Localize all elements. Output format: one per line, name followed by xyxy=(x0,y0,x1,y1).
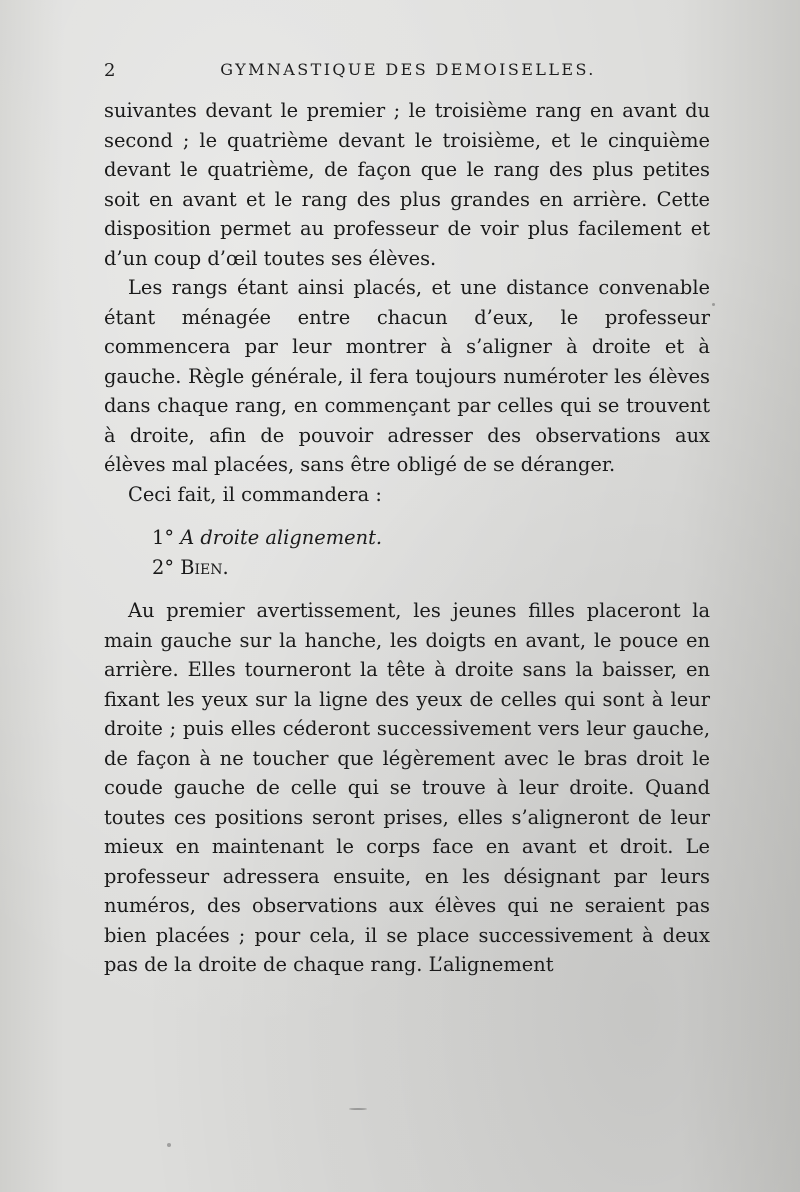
body-text xyxy=(104,96,710,980)
paragraph-4: Au premier avertissement, les jeunes filles placeront la main gauche sur la hanche, les doigts en avant, le pouce en arrière. Elles tourneront la tête à droite sans la baisser, en fixant les yeux sur la ligne des yeux de celles qui sont à leur droite ; puis elles céderont successivement vers leur gauche, de façon à ne toucher que légèrement avec le bras droit le coude gauche de celle qui se trouve à leur droite. Quand toutes ces positions seront prises, elles s’aligneront de leur mieux en maintenant le corps face en avant et droit. Le professeur adressera ensuite, en les désignant par leurs numéros, des observations aux élèves qui ne seraient pas bien placées ; pour cela, il se place successivement à deux pas de la droite de chaque rang. L’alignement xyxy=(104,599,710,976)
command-item-2 xyxy=(152,553,710,583)
command-number: 2° xyxy=(152,555,175,579)
page-header xyxy=(104,60,712,84)
print-speck xyxy=(167,1143,171,1147)
page-number: 2 xyxy=(104,60,116,81)
command-item-1 xyxy=(152,523,710,553)
command-text: Bien. xyxy=(180,555,229,579)
print-speck xyxy=(712,303,715,306)
paragraph-3: Ceci fait, il commandera : xyxy=(128,482,382,506)
command-number: 1° xyxy=(152,526,175,549)
command-text: A droite alignement. xyxy=(180,526,383,549)
print-speck xyxy=(349,1108,367,1110)
command-list xyxy=(152,523,710,582)
running-title: GYMNASTIQUE DES DEMOISELLES. xyxy=(220,60,596,79)
paragraph-1: suivantes devant le premier ; le troisième rang en avant du second ; le quatrième devant le troisième, et le cinquième devant le quatrième, de façon que le rang des plus petites soit en avant et le rang des plus grandes en arrière. Cette disposition permet au professeur de voir plus facilement et d’un coup d’œil toutes ses élèves. xyxy=(104,99,710,270)
paragraph-2: Les rangs étant ainsi placés, et une distance convenable étant ménagée entre chacun d’eux, le professeur commencera par leur montrer à s’aligner à droite et à gauche. Règle générale, il fera toujours numéroter les élèves dans chaque rang, en commençant par celles qui se trouvent à droite, afin de pouvoir adresser des observations aux élèves mal placées, sans être obligé de se déranger. xyxy=(104,276,710,476)
